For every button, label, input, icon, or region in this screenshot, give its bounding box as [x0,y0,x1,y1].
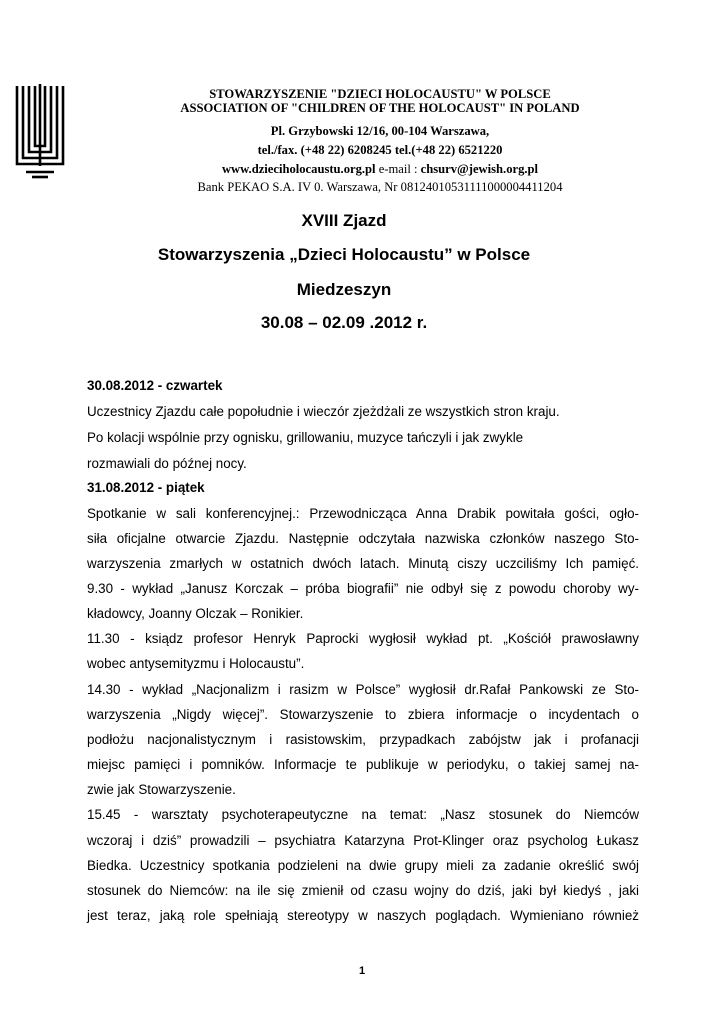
body-line: Spotkanie w sali konferencyjnej.: Przewodnicząca Anna Drabik powitała gości, ogło- [87,506,639,521]
org-contact-line [100,160,660,179]
body-line: 9.30 - wykład „Janusz Korczak – próba biografii” nie odbył się z powodu choroby wy- [87,581,639,596]
body-line: Biedka. Uczestnicy spotkania podzieleni na dwie grupy mieli za zadanie określić swój [87,858,639,873]
website-link[interactable]: www.dzieciholocaustu.org.pl [221,162,376,176]
menorah-logo-icon [14,78,66,180]
body-line: kładowcy, Joanny Olczak – Ronikier. [87,606,304,621]
body-line: stosunek do Niemców: na ile się zmienił od czasu wojny do dziś, jaki był kiedyś , jaki [87,883,639,898]
body-line: 11.30 - ksiądz profesor Henryk Paprocki wygłosił wykład pt. „Kościół prawosławny [87,631,639,646]
body-line: Po kolacji wspólnie przy ognisku, grillowaniu, muzyce tańczyli i jak zwykle [87,430,524,445]
body-line: jest teraz, jaką role spełniają stereotypy w naszych poglądach. Wymieniano również [87,908,639,923]
body-line: warzyszenia „Nigdy więcej”. Stowarzyszenie to zbiera informacje o incydentach o [87,707,639,722]
day-heading-thursday: 30.08.2012 - czwartek [87,378,223,393]
body-line: zwie jak Stowarzyszenie. [87,782,236,797]
body-line: 14.30 - wykład „Nacjonalizm i rasizm w Polsce” wygłosił dr.Rafał Pankowski ze Sto- [87,682,639,697]
body-line: wczoraj i dziś” prowadzili – psychiatra Katarzyna Prot-Klinger oraz psycholog Łukasz [87,833,639,848]
title-congress: XVIII Zjazd [301,211,387,230]
email-link[interactable]: chsurv@jewish.org.pl [420,162,539,176]
day-heading-friday: 31.08.2012 - piątek [87,480,205,495]
title-location: Miedzeszyn [296,280,392,299]
body-line: 15.45 - warsztaty psychoterapeutyczne na temat: „Nasz stosunek do Niemców [87,807,639,822]
email-label: e-mail : [375,162,421,176]
body-line: Uczestnicy Zjazdu całe popołudnie i wieczór zjeżdżali ze wszystkich stron kraju. [87,404,560,419]
title-dates: 30.08 – 02.09 .2012 r. [260,313,428,332]
body-line: rozmawiali do późnej nocy. [87,456,247,471]
page-number: 1 [358,965,366,977]
body-line: wobec antysemityzmu i Holocaustu”. [87,656,305,671]
org-address: Pl. Grzybowski 12/16, 00-104 Warszawa, [270,124,490,138]
body-line: miejsc pamięci i pomników. Informacje te publikuje w periodyku, o takiej samej na- [87,757,639,772]
body-line: warzyszenia zmarłych w ostatnich dwóch latach. Minutą ciszy uczciliśmy Ich pamięć. [87,556,639,571]
org-name-pl: STOWARZYSZENIE "DZIECI HOLOCAUSTU" W POLSCE [209,87,551,101]
body-line: siła oficjalne otwarcie Zjazdu. Następnie odczytała nazwiska członków naszego Sto- [87,531,639,546]
org-phones: tel./fax. (+48 22) 6208245 tel.(+48 22) 6521220 [257,143,503,157]
org-name-en: ASSOCIATION OF "CHILDREN OF THE HOLOCAUST" IN POLAND [180,101,580,115]
bank-account: Bank PEKAO S.A. IV 0. Warszawa, Nr 08124010531111000004411204 [197,180,563,194]
title-association: Stowarzyszenia „Dzieci Holocaustu” w Polsce [157,245,531,264]
body-line: podłożu nacjonalistycznym i rasistowskim, przypadkach zabójstw jak i profanacji [87,732,639,747]
